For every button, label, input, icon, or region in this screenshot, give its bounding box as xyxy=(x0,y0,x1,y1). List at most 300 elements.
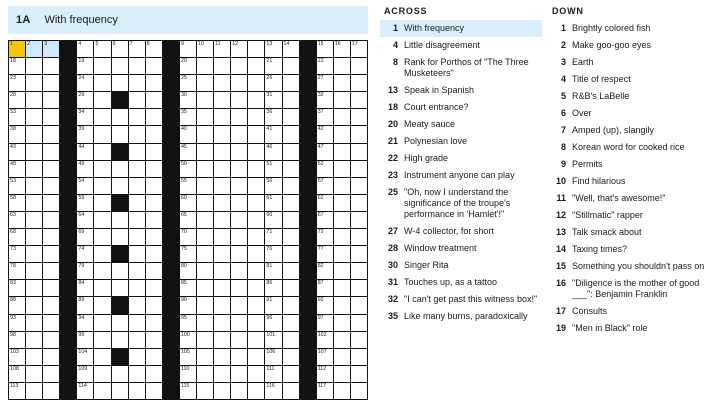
clue-item-down-1[interactable] xyxy=(548,20,710,37)
grid-cell[interactable] xyxy=(265,263,282,280)
grid-cell[interactable] xyxy=(197,349,214,366)
grid-cell[interactable] xyxy=(26,246,43,263)
grid-cell[interactable] xyxy=(94,58,111,75)
grid-cell[interactable] xyxy=(231,212,248,229)
grid-cell[interactable] xyxy=(231,383,248,400)
grid-cell[interactable] xyxy=(231,297,248,314)
grid-cell[interactable] xyxy=(9,92,26,109)
grid-cell[interactable] xyxy=(26,280,43,297)
grid-cell[interactable] xyxy=(146,212,163,229)
grid-cell[interactable] xyxy=(26,297,43,314)
grid-cell[interactable] xyxy=(77,144,94,161)
grid-cell[interactable] xyxy=(334,41,351,58)
clue-item-down-11[interactable] xyxy=(548,190,710,207)
grid-cell[interactable] xyxy=(180,92,197,109)
grid-cell[interactable] xyxy=(180,383,197,400)
grid-cell[interactable] xyxy=(265,315,282,332)
grid-cell[interactable] xyxy=(94,75,111,92)
grid-cell[interactable] xyxy=(43,315,60,332)
grid-cell[interactable] xyxy=(231,41,248,58)
grid-cell[interactable] xyxy=(214,280,231,297)
grid-cell[interactable] xyxy=(231,263,248,280)
grid-cell[interactable] xyxy=(351,92,368,109)
grid-cell[interactable] xyxy=(248,126,265,143)
grid-cell[interactable] xyxy=(77,41,94,58)
grid-cell[interactable] xyxy=(129,315,146,332)
grid-cell[interactable] xyxy=(9,195,26,212)
grid-cell[interactable] xyxy=(129,161,146,178)
grid-cell[interactable] xyxy=(214,126,231,143)
grid-cell[interactable] xyxy=(197,246,214,263)
grid-cell[interactable] xyxy=(43,263,60,280)
grid-cell[interactable] xyxy=(317,92,334,109)
clue-item-across-23[interactable] xyxy=(380,167,542,184)
grid-cell[interactable] xyxy=(283,75,300,92)
grid-cell[interactable] xyxy=(351,332,368,349)
grid-cell[interactable] xyxy=(197,263,214,280)
grid-cell[interactable] xyxy=(283,144,300,161)
grid-cell[interactable] xyxy=(214,58,231,75)
grid-cell[interactable] xyxy=(9,366,26,383)
grid-cell[interactable] xyxy=(265,349,282,366)
grid-cell[interactable] xyxy=(283,263,300,280)
grid-cell[interactable] xyxy=(180,41,197,58)
grid-cell[interactable] xyxy=(197,280,214,297)
grid-cell[interactable] xyxy=(265,109,282,126)
grid-cell[interactable] xyxy=(180,212,197,229)
grid-cell[interactable] xyxy=(231,92,248,109)
grid-cell[interactable] xyxy=(112,229,129,246)
grid-cell[interactable] xyxy=(351,144,368,161)
grid-cell[interactable] xyxy=(351,58,368,75)
grid-cell[interactable] xyxy=(26,315,43,332)
grid-cell[interactable] xyxy=(248,263,265,280)
grid-cell[interactable] xyxy=(197,383,214,400)
grid-cell[interactable] xyxy=(231,178,248,195)
grid-cell[interactable] xyxy=(317,126,334,143)
grid-cell[interactable] xyxy=(146,315,163,332)
grid-cell[interactable] xyxy=(265,332,282,349)
grid-cell[interactable] xyxy=(9,41,26,58)
grid-cell[interactable] xyxy=(351,41,368,58)
grid-cell[interactable] xyxy=(317,229,334,246)
grid-cell[interactable] xyxy=(334,178,351,195)
grid-cell[interactable] xyxy=(248,349,265,366)
grid-cell[interactable] xyxy=(283,297,300,314)
grid-cell[interactable] xyxy=(26,144,43,161)
clue-item-down-7[interactable] xyxy=(548,122,710,139)
grid-cell[interactable] xyxy=(129,297,146,314)
grid-cell[interactable] xyxy=(26,332,43,349)
grid-cell[interactable] xyxy=(214,383,231,400)
grid-cell[interactable] xyxy=(77,332,94,349)
grid-cell[interactable] xyxy=(197,41,214,58)
grid-cell[interactable] xyxy=(26,58,43,75)
grid-cell[interactable] xyxy=(77,195,94,212)
grid-cell[interactable] xyxy=(231,144,248,161)
grid-cell[interactable] xyxy=(129,75,146,92)
grid-cell[interactable] xyxy=(265,178,282,195)
grid-cell[interactable] xyxy=(214,195,231,212)
grid-cell[interactable] xyxy=(317,58,334,75)
grid-cell[interactable] xyxy=(283,383,300,400)
clue-item-across-13[interactable] xyxy=(380,82,542,99)
clue-item-across-35[interactable] xyxy=(380,308,542,325)
clue-item-down-19[interactable] xyxy=(548,320,710,337)
grid-cell[interactable] xyxy=(231,349,248,366)
grid-cell[interactable] xyxy=(146,178,163,195)
grid-cell[interactable] xyxy=(112,263,129,280)
grid-cell[interactable] xyxy=(146,161,163,178)
clue-item-down-4[interactable] xyxy=(548,71,710,88)
clue-item-down-16[interactable] xyxy=(548,275,710,303)
clue-item-across-1[interactable] xyxy=(380,20,542,37)
grid-cell[interactable] xyxy=(112,41,129,58)
grid-cell[interactable] xyxy=(214,75,231,92)
grid-cell[interactable] xyxy=(334,109,351,126)
grid-cell[interactable] xyxy=(94,126,111,143)
grid-cell[interactable] xyxy=(248,229,265,246)
grid-cell[interactable] xyxy=(317,263,334,280)
grid-cell[interactable] xyxy=(351,246,368,263)
grid-cell[interactable] xyxy=(351,212,368,229)
grid-cell[interactable] xyxy=(129,383,146,400)
clue-item-down-13[interactable] xyxy=(548,224,710,241)
grid-cell[interactable] xyxy=(26,126,43,143)
grid-cell[interactable] xyxy=(43,195,60,212)
grid-cell[interactable] xyxy=(265,58,282,75)
grid-cell[interactable] xyxy=(351,126,368,143)
grid-cell[interactable] xyxy=(9,229,26,246)
grid-cell[interactable] xyxy=(9,349,26,366)
grid-cell[interactable] xyxy=(146,263,163,280)
grid-cell[interactable] xyxy=(94,315,111,332)
grid-cell[interactable] xyxy=(248,332,265,349)
grid-cell[interactable] xyxy=(317,349,334,366)
grid-cell[interactable] xyxy=(283,195,300,212)
grid-cell[interactable] xyxy=(265,366,282,383)
clue-item-down-10[interactable] xyxy=(548,173,710,190)
grid-cell[interactable] xyxy=(129,58,146,75)
grid-cell[interactable] xyxy=(129,109,146,126)
grid-cell[interactable] xyxy=(248,280,265,297)
grid-cell[interactable] xyxy=(94,92,111,109)
grid-cell[interactable] xyxy=(214,229,231,246)
grid-cell[interactable] xyxy=(146,280,163,297)
grid-cell[interactable] xyxy=(43,280,60,297)
grid-cell[interactable] xyxy=(112,161,129,178)
grid-cell[interactable] xyxy=(43,212,60,229)
grid-cell[interactable] xyxy=(43,109,60,126)
grid-cell[interactable] xyxy=(248,212,265,229)
grid-cell[interactable] xyxy=(351,315,368,332)
grid-cell[interactable] xyxy=(77,126,94,143)
grid-cell[interactable] xyxy=(146,332,163,349)
grid-cell[interactable] xyxy=(283,126,300,143)
grid-cell[interactable] xyxy=(26,41,43,58)
grid-cell[interactable] xyxy=(77,58,94,75)
grid-cell[interactable] xyxy=(334,349,351,366)
grid-cell[interactable] xyxy=(112,332,129,349)
grid-cell[interactable] xyxy=(26,366,43,383)
grid-cell[interactable] xyxy=(248,92,265,109)
grid-cell[interactable] xyxy=(146,349,163,366)
grid-cell[interactable] xyxy=(265,229,282,246)
grid-cell[interactable] xyxy=(248,383,265,400)
clue-item-down-6[interactable] xyxy=(548,105,710,122)
grid-cell[interactable] xyxy=(112,58,129,75)
grid-cell[interactable] xyxy=(334,332,351,349)
grid-cell[interactable] xyxy=(43,178,60,195)
grid-cell[interactable] xyxy=(248,178,265,195)
grid-cell[interactable] xyxy=(334,161,351,178)
clue-item-down-2[interactable] xyxy=(548,37,710,54)
grid-cell[interactable] xyxy=(231,315,248,332)
grid-cell[interactable] xyxy=(43,383,60,400)
clue-item-across-18[interactable] xyxy=(380,99,542,116)
grid-cell[interactable] xyxy=(77,280,94,297)
grid-cell[interactable] xyxy=(129,212,146,229)
grid-cell[interactable] xyxy=(77,229,94,246)
grid-cell[interactable] xyxy=(43,41,60,58)
grid-cell[interactable] xyxy=(197,109,214,126)
grid-cell[interactable] xyxy=(146,229,163,246)
grid-cell[interactable] xyxy=(283,109,300,126)
grid-cell[interactable] xyxy=(9,178,26,195)
grid-cell[interactable] xyxy=(231,195,248,212)
clue-item-across-22[interactable] xyxy=(380,150,542,167)
grid-cell[interactable] xyxy=(43,92,60,109)
grid-cell[interactable] xyxy=(26,75,43,92)
grid-cell[interactable] xyxy=(351,349,368,366)
clue-item-down-8[interactable] xyxy=(548,139,710,156)
grid-cell[interactable] xyxy=(317,332,334,349)
grid-cell[interactable] xyxy=(180,144,197,161)
grid-cell[interactable] xyxy=(180,263,197,280)
grid-cell[interactable] xyxy=(248,297,265,314)
grid-cell[interactable] xyxy=(9,332,26,349)
grid-cell[interactable] xyxy=(129,349,146,366)
grid-cell[interactable] xyxy=(129,229,146,246)
grid-cell[interactable] xyxy=(265,212,282,229)
grid-cell[interactable] xyxy=(351,109,368,126)
grid-cell[interactable] xyxy=(112,366,129,383)
grid-cell[interactable] xyxy=(317,195,334,212)
grid-cell[interactable] xyxy=(231,332,248,349)
grid-cell[interactable] xyxy=(146,109,163,126)
crossword-grid[interactable] xyxy=(8,40,368,400)
grid-cell[interactable] xyxy=(351,178,368,195)
grid-cell[interactable] xyxy=(77,263,94,280)
clue-item-down-17[interactable] xyxy=(548,303,710,320)
grid-cell[interactable] xyxy=(214,366,231,383)
grid-cell[interactable] xyxy=(94,109,111,126)
grid-cell[interactable] xyxy=(43,58,60,75)
grid-cell[interactable] xyxy=(77,246,94,263)
grid-cell[interactable] xyxy=(94,366,111,383)
grid-cell[interactable] xyxy=(214,315,231,332)
grid-cell[interactable] xyxy=(351,75,368,92)
grid-cell[interactable] xyxy=(129,332,146,349)
grid-cell[interactable] xyxy=(9,383,26,400)
clue-item-across-21[interactable] xyxy=(380,133,542,150)
grid-cell[interactable] xyxy=(112,178,129,195)
grid-cell[interactable] xyxy=(248,161,265,178)
clue-item-down-12[interactable] xyxy=(548,207,710,224)
grid-cell[interactable] xyxy=(265,144,282,161)
grid-cell[interactable] xyxy=(146,75,163,92)
grid-cell[interactable] xyxy=(9,297,26,314)
grid-cell[interactable] xyxy=(334,297,351,314)
grid-cell[interactable] xyxy=(77,109,94,126)
grid-cell[interactable] xyxy=(26,229,43,246)
grid-cell[interactable] xyxy=(231,161,248,178)
grid-cell[interactable] xyxy=(77,366,94,383)
grid-cell[interactable] xyxy=(180,246,197,263)
grid-cell[interactable] xyxy=(112,109,129,126)
grid-cell[interactable] xyxy=(94,246,111,263)
grid-cell[interactable] xyxy=(180,229,197,246)
down-clue-list[interactable] xyxy=(548,20,710,337)
grid-cell[interactable] xyxy=(283,58,300,75)
grid-cell[interactable] xyxy=(9,75,26,92)
clue-item-across-27[interactable] xyxy=(380,223,542,240)
grid-cell[interactable] xyxy=(334,366,351,383)
grid-cell[interactable] xyxy=(26,212,43,229)
grid-cell[interactable] xyxy=(283,280,300,297)
grid-cell[interactable] xyxy=(248,195,265,212)
grid-cell[interactable] xyxy=(43,126,60,143)
grid-cell[interactable] xyxy=(197,366,214,383)
grid-cell[interactable] xyxy=(231,280,248,297)
across-clue-list[interactable] xyxy=(380,20,542,325)
grid-cell[interactable] xyxy=(231,75,248,92)
grid-cell[interactable] xyxy=(317,41,334,58)
grid-cell[interactable] xyxy=(283,349,300,366)
grid-cell[interactable] xyxy=(146,41,163,58)
grid-cell[interactable] xyxy=(94,349,111,366)
grid-cell[interactable] xyxy=(334,92,351,109)
grid-cell[interactable] xyxy=(197,297,214,314)
clue-item-down-9[interactable] xyxy=(548,156,710,173)
grid-cell[interactable] xyxy=(283,92,300,109)
grid-cell[interactable] xyxy=(94,297,111,314)
grid-cell[interactable] xyxy=(26,263,43,280)
grid-cell[interactable] xyxy=(197,332,214,349)
grid-cell[interactable] xyxy=(334,383,351,400)
grid-cell[interactable] xyxy=(43,144,60,161)
grid-cell[interactable] xyxy=(9,315,26,332)
grid-cell[interactable] xyxy=(129,195,146,212)
grid-cell[interactable] xyxy=(283,332,300,349)
grid-cell[interactable] xyxy=(77,297,94,314)
grid-cell[interactable] xyxy=(283,315,300,332)
grid-cell[interactable] xyxy=(265,383,282,400)
grid-cell[interactable] xyxy=(197,315,214,332)
grid-cell[interactable] xyxy=(43,349,60,366)
grid-cell[interactable] xyxy=(94,383,111,400)
clue-item-across-4[interactable] xyxy=(380,37,542,54)
grid-cell[interactable] xyxy=(146,297,163,314)
grid-cell[interactable] xyxy=(317,144,334,161)
grid-cell[interactable] xyxy=(129,366,146,383)
grid-cell[interactable] xyxy=(94,41,111,58)
grid-cell[interactable] xyxy=(26,92,43,109)
grid-cell[interactable] xyxy=(129,144,146,161)
grid-cell[interactable] xyxy=(334,315,351,332)
grid-cell[interactable] xyxy=(129,92,146,109)
grid-cell[interactable] xyxy=(129,246,146,263)
grid-cell[interactable] xyxy=(9,109,26,126)
clue-item-across-28[interactable] xyxy=(380,240,542,257)
grid-cell[interactable] xyxy=(43,229,60,246)
grid-cell[interactable] xyxy=(77,75,94,92)
grid-cell[interactable] xyxy=(129,41,146,58)
grid-cell[interactable] xyxy=(283,41,300,58)
grid-cell[interactable] xyxy=(317,75,334,92)
clue-item-across-25[interactable] xyxy=(380,184,542,223)
grid-cell[interactable] xyxy=(248,109,265,126)
clue-item-down-3[interactable] xyxy=(548,54,710,71)
grid-cell[interactable] xyxy=(77,349,94,366)
grid-cell[interactable] xyxy=(317,178,334,195)
grid-cell[interactable] xyxy=(214,109,231,126)
grid-cell[interactable] xyxy=(9,58,26,75)
grid-cell[interactable] xyxy=(129,126,146,143)
grid-cell[interactable] xyxy=(77,383,94,400)
grid-cell[interactable] xyxy=(129,280,146,297)
grid-cell[interactable] xyxy=(146,246,163,263)
grid-cell[interactable] xyxy=(77,212,94,229)
grid-cell[interactable] xyxy=(231,366,248,383)
grid-cell[interactable] xyxy=(26,195,43,212)
grid-cell[interactable] xyxy=(283,212,300,229)
grid-cell[interactable] xyxy=(94,332,111,349)
grid-cell[interactable] xyxy=(265,126,282,143)
grid-cell[interactable] xyxy=(351,366,368,383)
clue-item-across-20[interactable] xyxy=(380,116,542,133)
grid-cell[interactable] xyxy=(317,109,334,126)
grid-cell[interactable] xyxy=(283,178,300,195)
grid-cell[interactable] xyxy=(317,366,334,383)
grid-cell[interactable] xyxy=(351,297,368,314)
grid-cell[interactable] xyxy=(43,161,60,178)
current-clue-bar[interactable] xyxy=(8,6,368,34)
grid-cell[interactable] xyxy=(43,366,60,383)
clue-item-across-31[interactable] xyxy=(380,274,542,291)
grid-cell[interactable] xyxy=(334,58,351,75)
grid-cell[interactable] xyxy=(283,366,300,383)
grid-cell[interactable] xyxy=(112,383,129,400)
grid-cell[interactable] xyxy=(9,263,26,280)
grid-cell[interactable] xyxy=(214,349,231,366)
grid-cell[interactable] xyxy=(214,41,231,58)
grid-cell[interactable] xyxy=(26,349,43,366)
grid-cell[interactable] xyxy=(180,332,197,349)
grid-cell[interactable] xyxy=(265,246,282,263)
grid-cell[interactable] xyxy=(334,212,351,229)
grid-cell[interactable] xyxy=(317,315,334,332)
grid-cell[interactable] xyxy=(180,297,197,314)
grid-cell[interactable] xyxy=(317,280,334,297)
grid-cell[interactable] xyxy=(197,58,214,75)
grid-cell[interactable] xyxy=(214,178,231,195)
grid-cell[interactable] xyxy=(351,263,368,280)
grid-cell[interactable] xyxy=(197,126,214,143)
grid-cell[interactable] xyxy=(283,229,300,246)
grid-cell[interactable] xyxy=(146,126,163,143)
grid-cell[interactable] xyxy=(94,178,111,195)
